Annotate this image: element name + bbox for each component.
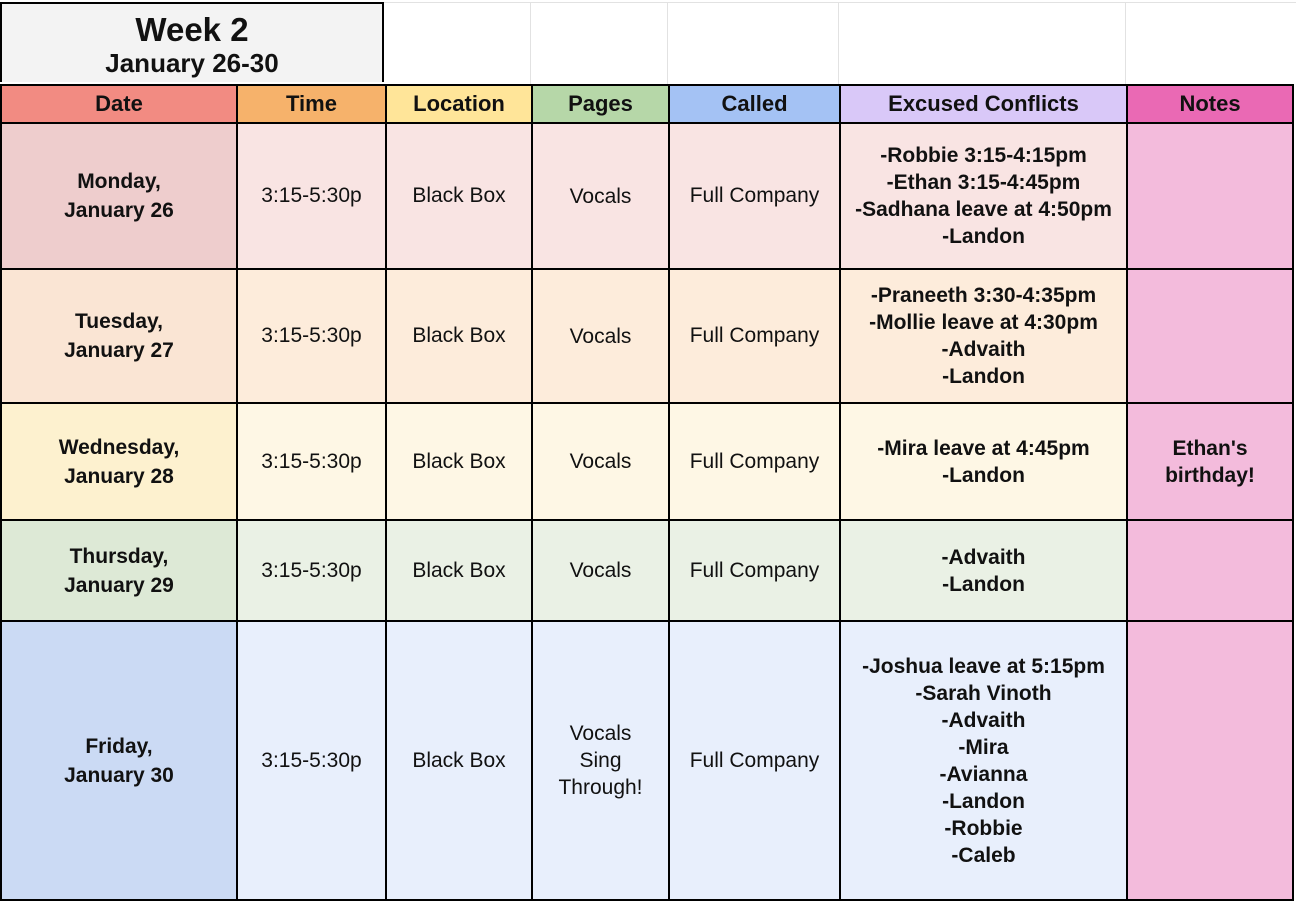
- conflict-item: -Landon: [942, 365, 1025, 388]
- pages-cell[interactable]: [532, 520, 669, 621]
- pages-cell[interactable]: [532, 621, 669, 900]
- note-line: birthday!: [1165, 463, 1255, 487]
- time-cell[interactable]: 3:15-5:30p: [237, 403, 386, 520]
- date-weekday: Tuesday,: [75, 310, 163, 333]
- conflict-item: -Advaith: [941, 338, 1026, 361]
- date-cell[interactable]: [1, 403, 237, 520]
- time-cell[interactable]: 3:15-5:30p: [237, 123, 386, 269]
- conflict-item: -Mira leave at 4:45pm: [877, 436, 1090, 460]
- table-row: [1, 123, 1293, 269]
- schedule-table: [0, 84, 1294, 901]
- gridline: [384, 2, 1296, 3]
- header-row: [1, 85, 1293, 123]
- header-time[interactable]: Time: [237, 85, 386, 123]
- date-day: January 29: [64, 573, 174, 597]
- conflict-item: -Advaith: [941, 708, 1026, 732]
- date-weekday: Wednesday,: [58, 435, 180, 459]
- table-row: [1, 403, 1293, 520]
- date-weekday: Friday,: [85, 734, 153, 758]
- conflict-item: -Robbie: [944, 816, 1023, 840]
- location-cell[interactable]: Black Box: [386, 123, 532, 269]
- location-cell[interactable]: Black Box: [386, 520, 532, 621]
- week-title: Week 2: [135, 11, 249, 48]
- pages-cell[interactable]: [532, 403, 669, 520]
- called-cell[interactable]: Full Company: [669, 123, 840, 269]
- conflict-item: -Caleb: [951, 843, 1016, 867]
- conflict-item: -Ethan 3:15-4:45pm: [886, 171, 1081, 194]
- called-cell[interactable]: Full Company: [669, 621, 840, 900]
- pages-line: Sing: [579, 749, 622, 772]
- conflict-item: -Avianna: [939, 762, 1028, 786]
- pages-line: Vocals: [569, 559, 632, 582]
- conflict-item: -Landon: [942, 463, 1025, 487]
- table-row: [1, 269, 1293, 403]
- date-day: January 27: [64, 339, 174, 362]
- note-line: Ethan's: [1172, 436, 1248, 460]
- notes-cell[interactable]: [1127, 520, 1293, 621]
- week-title-cell[interactable]: [0, 2, 384, 82]
- conflict-item: -Robbie 3:15-4:15pm: [880, 144, 1087, 167]
- location-cell[interactable]: Black Box: [386, 621, 532, 900]
- conflicts-cell[interactable]: [840, 403, 1127, 520]
- table-row: [1, 621, 1293, 900]
- location-cell[interactable]: Black Box: [386, 269, 532, 403]
- header-called[interactable]: Called: [669, 85, 840, 123]
- date-cell[interactable]: [1, 123, 237, 269]
- date-day: January 30: [64, 763, 174, 787]
- pages-line: Vocals: [569, 722, 632, 745]
- conflicts-cell[interactable]: [840, 520, 1127, 621]
- header-notes[interactable]: Notes: [1127, 85, 1293, 123]
- pages-cell[interactable]: [532, 269, 669, 403]
- date-weekday: Thursday,: [69, 544, 169, 568]
- time-cell[interactable]: 3:15-5:30p: [237, 621, 386, 900]
- header-date[interactable]: Date: [1, 85, 237, 123]
- gridline: [838, 2, 839, 84]
- header-pages[interactable]: Pages: [532, 85, 669, 123]
- gridline: [1125, 2, 1126, 84]
- conflicts-cell[interactable]: [840, 269, 1127, 403]
- header-location[interactable]: Location: [386, 85, 532, 123]
- conflict-item: -Landon: [942, 572, 1025, 596]
- date-day: January 28: [64, 464, 174, 488]
- conflict-item: -Landon: [942, 789, 1025, 813]
- date-weekday: Monday,: [77, 170, 161, 193]
- pages-line: Through!: [558, 776, 643, 799]
- pages-cell[interactable]: [532, 123, 669, 269]
- gridline: [530, 2, 531, 84]
- pages-line: Vocals: [569, 450, 632, 473]
- pages-line: Vocals: [569, 324, 632, 348]
- date-cell[interactable]: [1, 520, 237, 621]
- gridline: [667, 2, 668, 84]
- pages-line: Vocals: [569, 184, 632, 208]
- conflict-item: -Advaith: [941, 545, 1026, 569]
- week-date-range: January 26-30: [105, 48, 279, 78]
- date-cell[interactable]: [1, 269, 237, 403]
- time-cell[interactable]: 3:15-5:30p: [237, 269, 386, 403]
- conflicts-cell[interactable]: [840, 621, 1127, 900]
- location-cell[interactable]: Black Box: [386, 403, 532, 520]
- conflict-item: -Sadhana leave at 4:50pm: [855, 198, 1112, 221]
- conflict-item: -Mollie leave at 4:30pm: [869, 311, 1098, 334]
- called-cell[interactable]: Full Company: [669, 403, 840, 520]
- conflict-item: -Praneeth 3:30-4:35pm: [870, 284, 1097, 307]
- conflict-item: -Sarah Vinoth: [915, 681, 1052, 705]
- called-cell[interactable]: Full Company: [669, 269, 840, 403]
- conflict-item: -Joshua leave at 5:15pm: [862, 654, 1105, 678]
- notes-cell[interactable]: [1127, 621, 1293, 900]
- header-excused-conflicts[interactable]: Excused Conflicts: [840, 85, 1127, 123]
- conflict-item: -Landon: [942, 225, 1025, 248]
- date-day: January 26: [64, 199, 174, 222]
- called-cell[interactable]: Full Company: [669, 520, 840, 621]
- table-row: [1, 520, 1293, 621]
- time-cell[interactable]: 3:15-5:30p: [237, 520, 386, 621]
- notes-cell[interactable]: [1127, 123, 1293, 269]
- notes-cell[interactable]: [1127, 403, 1293, 520]
- conflict-item: -Mira: [958, 735, 1009, 759]
- notes-cell[interactable]: [1127, 269, 1293, 403]
- date-cell[interactable]: [1, 621, 237, 900]
- conflicts-cell[interactable]: [840, 123, 1127, 269]
